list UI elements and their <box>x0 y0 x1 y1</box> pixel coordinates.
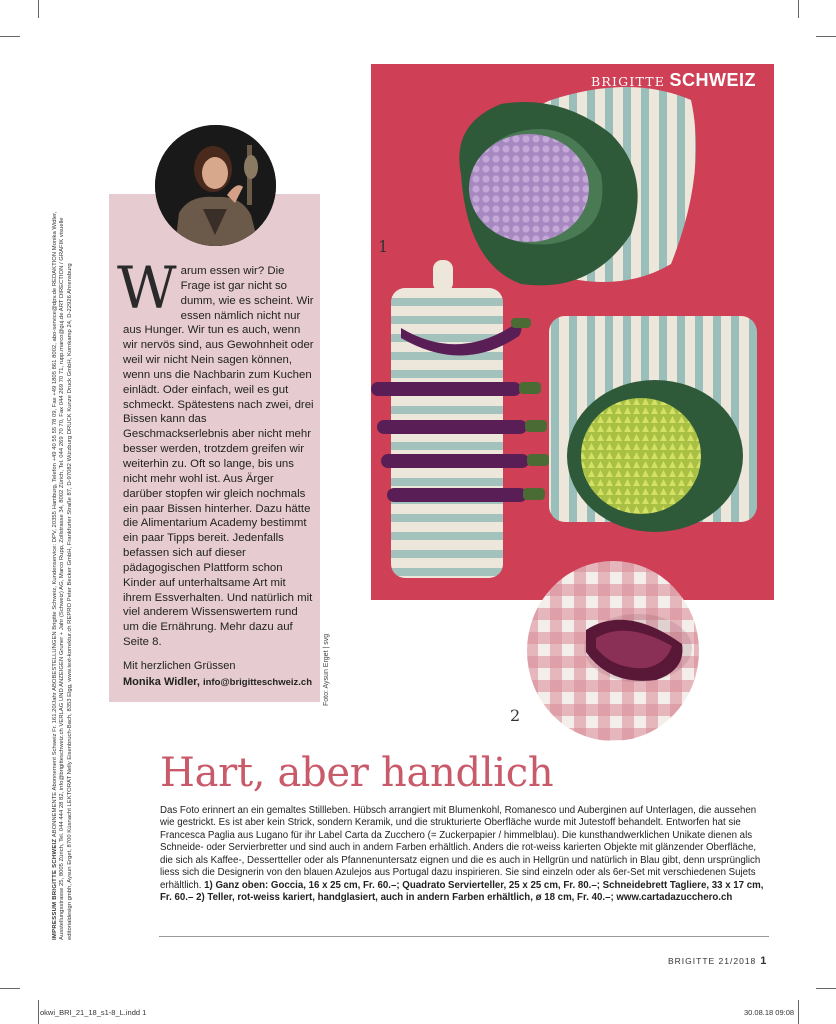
brand-logo <box>591 70 756 91</box>
slug-date: 30.08.18 09:08 <box>744 1008 795 1017</box>
crop-mark <box>38 0 39 18</box>
impressum-text: ABONNEMENTE Abonnement Schweiz Fr. 161.20/Jahr ABOBESTELLUNGEN Brigitte Schweiz, Kundenservice: DPV, 20355 Hamburg, Telefon +49 40 55 55 78 09, Fax +49 1805 861 8002, abo-service@dpv.de REDAKTION Monika Widler, Ausstellungsstrasse 25, 8005 Zürich, Tel. 044 444 28 82, info@brigitteschweiz.ch VERLAG UND ANZEIGEN Gruner + Jahr (Schweiz) AG, Marco Rupp, Zollstrasse 34, 8002 Zürich, Tel. 044 269 70 70, Fax 044 269 70 71, rupp.marco@guj.de ART DIRECTION / GRAFIK visuelle editorialdesign gmbh, Aysun Erget, 8700 Küsnacht LEKTORAT Nelly Eisenbruch-Bach, 8353 Elgg, www.text-korrektur.ch REPRO Peter Becker GmbH, Frankfurter Straße 87, D-97082 Würzburg DRUCK Kunze Druck GmbH, Kornkamp 24, D-22926 Ahrensburg <box>52 211 73 940</box>
editorial-signature <box>123 676 312 688</box>
slug-filename: okwi_BRI_21_18_s1-8_L.indd 1 <box>40 1008 147 1017</box>
article-body <box>160 805 768 905</box>
crop-mark <box>798 1000 799 1024</box>
impressum <box>52 200 96 940</box>
divider <box>159 936 769 937</box>
checkered-plate-photo <box>526 560 700 742</box>
drop-cap: W <box>117 254 177 322</box>
article-headline: Hart, aber handlich <box>160 750 554 796</box>
signature-email[interactable]: info@brigitteschweiz.ch <box>202 677 313 688</box>
crop-mark <box>798 0 799 18</box>
crop-mark <box>0 36 20 37</box>
editorial-body: arum essen wir? Die Frage ist gar nicht so dumm, wie es scheint. Wir essen nämlich nicht nur aus Hunger. Wir tun es auch, wenn wir nervös sind, aus Gewohnheit oder weil wir nicht Nein sagen können, wenn uns die Nachbarin zum Kuchen einlädt. Oder einfach, weil es gut schmeckt. Spätestens nach zwei, drei Bissen kann das Geschmackserlebnis aber nicht mehr besser werden, trotzdem greifen wir weiterhin zu. Oft so lange, bis uns nicht mehr wohl ist. Aus Ärger darüber stopfen wir gleich nochmals ein paar Bissen hinterher. Dazu hätte die Alimentarium Academy bestimmt ein paar Tipps bereit. Jedenfalls befassen sich auf dieser pädagogischen Plattform schon Kinder auf unterhaltsame Art mit ihrem Essverhalten. Und natürlich mit viel anderem Wissenswertem rund um die Ernährung. Mehr dazu auf Seite 8. <box>123 265 314 649</box>
still-life-photo <box>371 64 774 600</box>
editorial-text <box>117 254 315 650</box>
photo-credit: Foto: Aysun Erget | svg <box>323 633 330 706</box>
brand-part1: BRIGITTE <box>591 74 666 89</box>
impressum-label: IMPRESSUM BRIGITTE SCHWEIZ <box>52 838 58 940</box>
crop-mark <box>38 1000 39 1024</box>
photo-number-1: 1 <box>378 237 389 256</box>
editor-portrait <box>155 125 276 246</box>
signature-name: Monika Widler, <box>123 676 200 688</box>
page-number: 1 <box>760 955 767 967</box>
crop-mark <box>816 988 836 989</box>
page-folio <box>668 955 766 967</box>
photo-number-2: 2 <box>510 706 521 725</box>
crop-mark <box>0 988 20 989</box>
editorial-greeting: Mit herzlichen Grüssen <box>123 660 236 672</box>
brand-part2: SCHWEIZ <box>669 70 757 90</box>
article-product-info: 1) Ganz oben: Goccia, 16 x 25 cm, Fr. 60.–; Quadrato Servierteller, 25 x 25 cm, Fr. 80.–; Schneidebrett Tagliere, 33 x 17 cm, Fr. 60.– 2) Teller, rot-weiss kariert, handglasiert, auch in andern Farben erhältlich, ø 18 cm, Fr. 40.–; www.cartadazucchero.ch <box>160 879 764 904</box>
folio-label: BRIGITTE 21/2018 <box>668 956 757 966</box>
crop-mark <box>816 36 836 37</box>
article-body-text: Das Foto erinnert an ein gemaltes Stillleben. Hübsch arrangiert mit Blumenkohl, Romanesco und Auberginen auf Unterlagen, die aussehen wie gestrickt. Es ist aber kein Strick, sondern Keramik, und die strukturierte Oberfläche wurde mit Jutestoff behandelt. Entworfen hat sie Francesca Paglia aus Lugano für ihr Label Carta da Zucchero (= Zuckerpapier / himmelblau). Die kunsthandwerklichen Unikate dienen als Schneide- oder Servierbretter und sind auch in andern Farben erhältlich. Anders die rot-weiss karierten Objekte mit glänzender Oberfläche, die sich als Kaffee-, Dessertteller oder als Pfannenuntersatz eignen und die es auch in Hellgrün und natürlich in Blau gibt, denn ursprünglich liess sich die Designerin von den blauen Azulejos aus Portugal dazu inspirieren. Sie sind einzeln oder als 6er-Set mit verschiedenen Sujets erhältlich. <box>160 805 761 891</box>
